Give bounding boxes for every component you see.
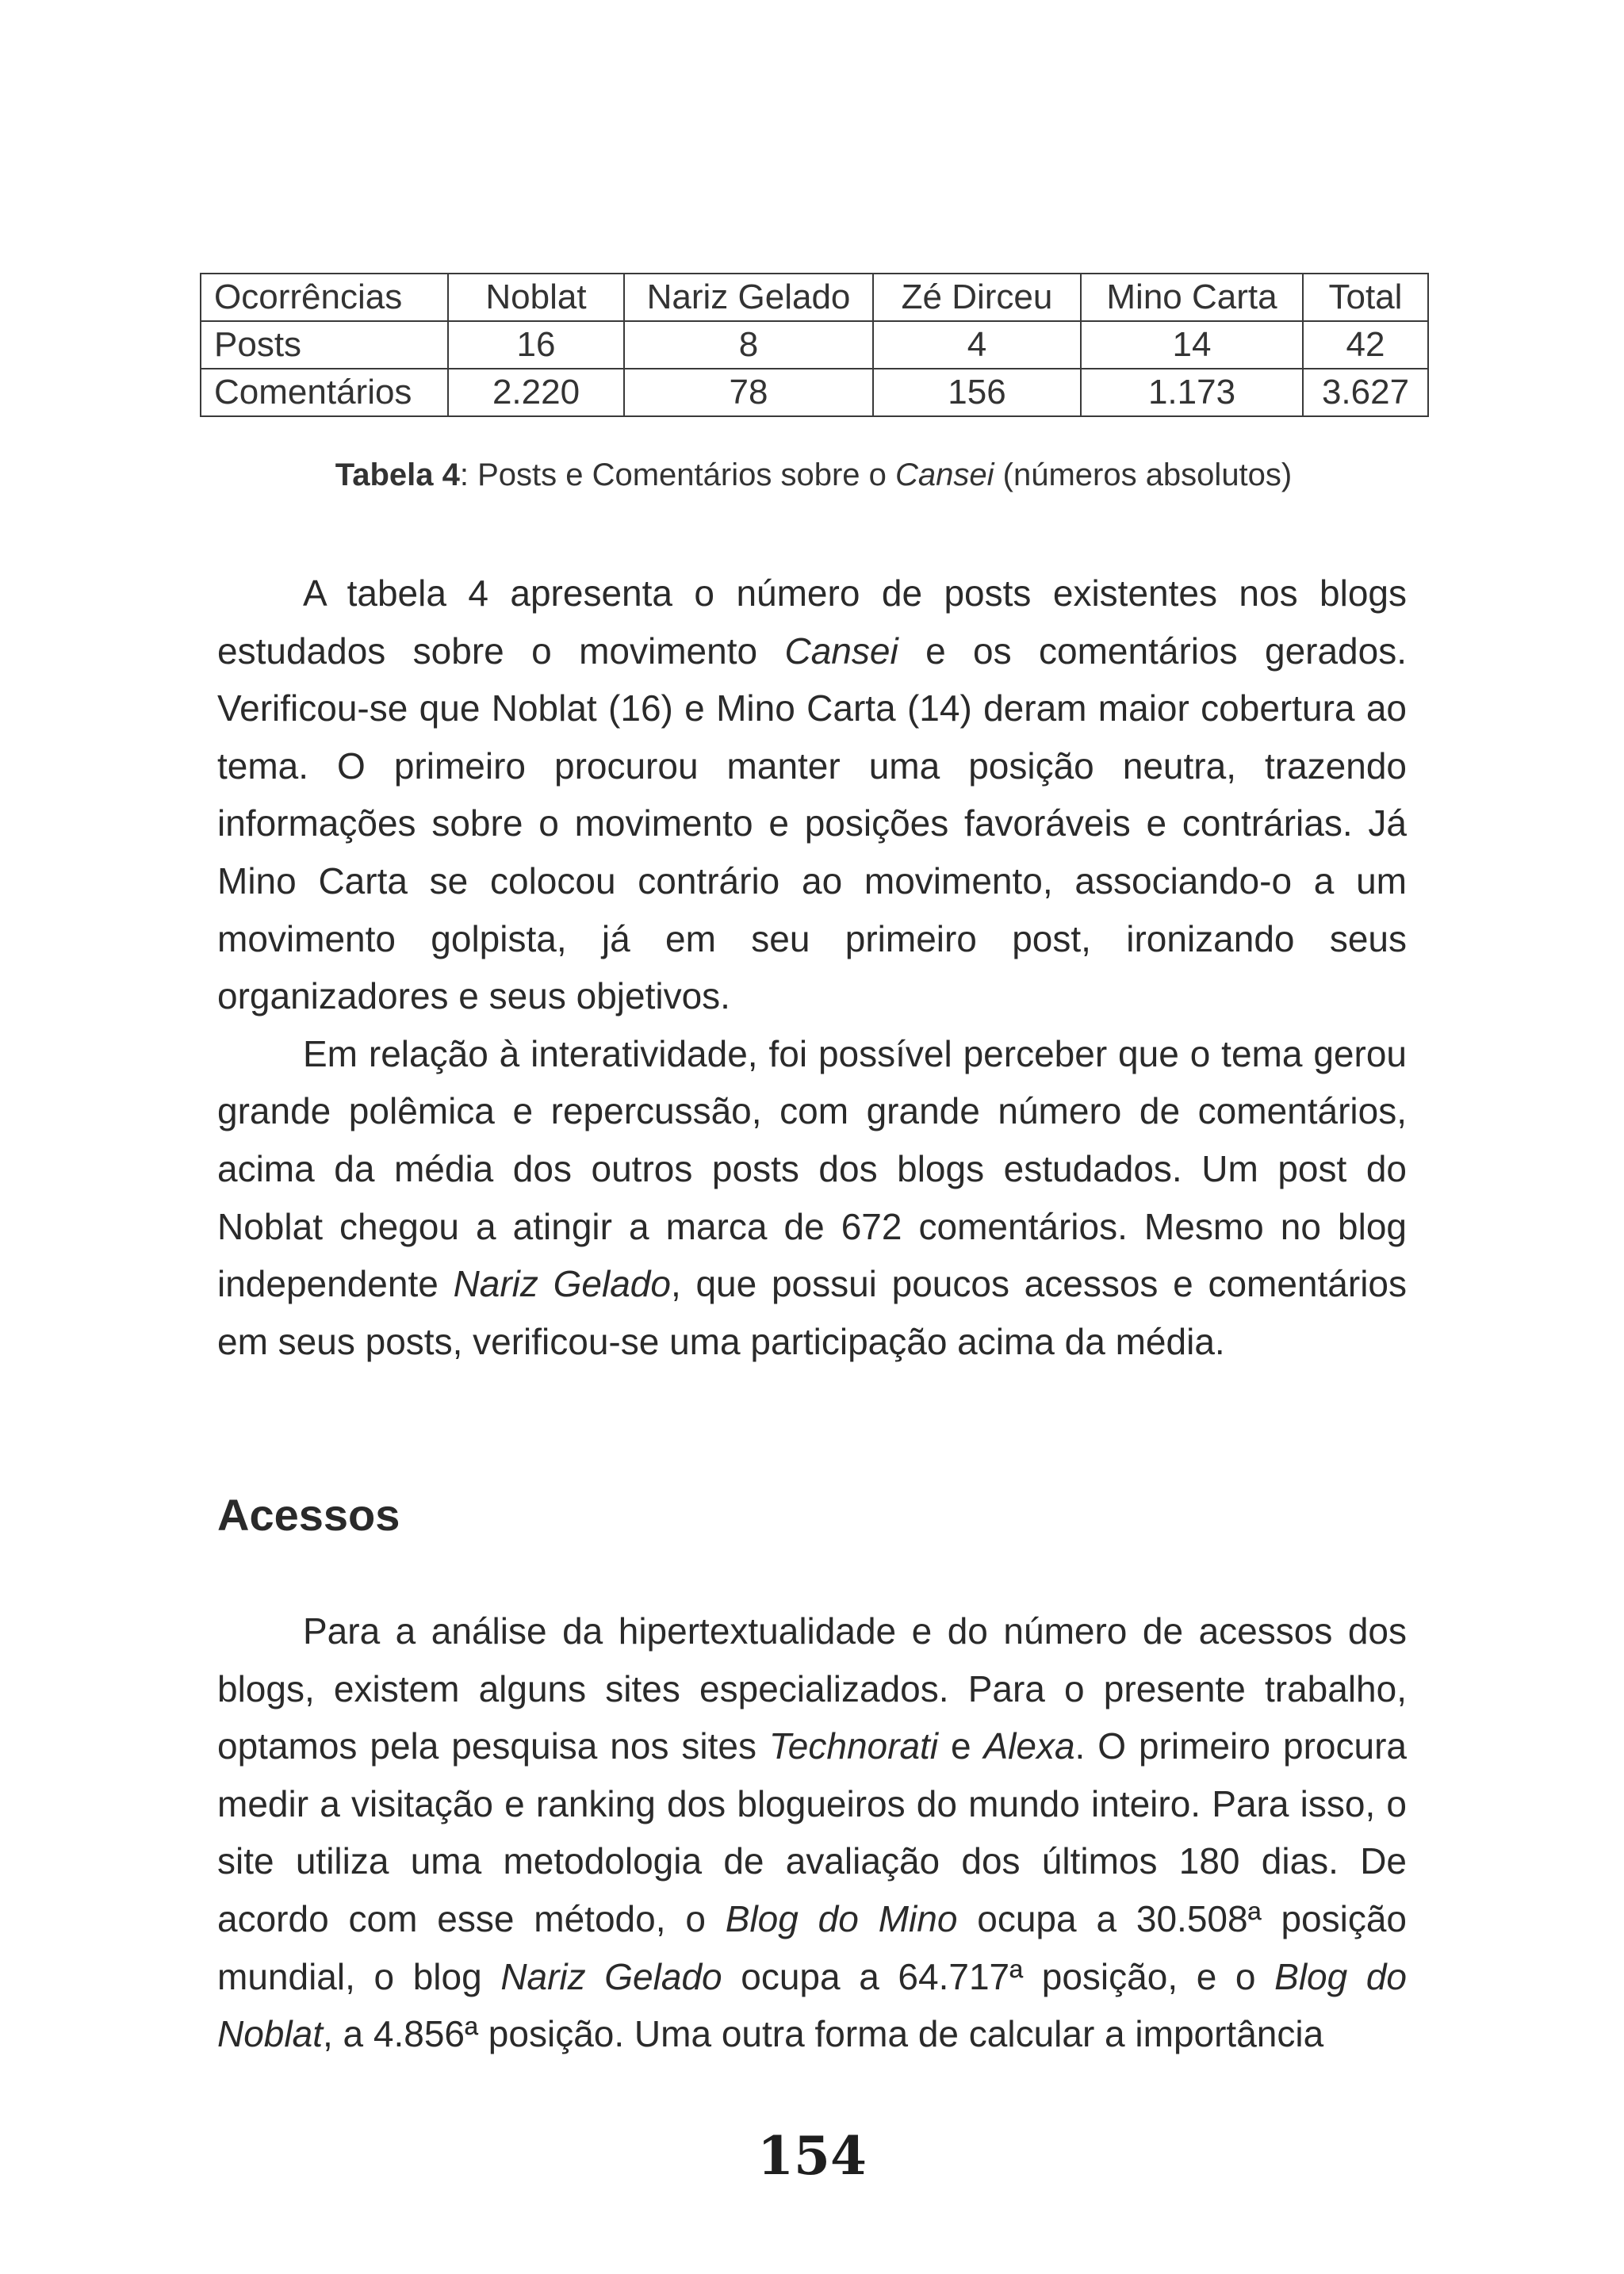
table-header-cell: Noblat [448, 274, 624, 321]
paragraph-italic: Alexa [983, 1725, 1075, 1767]
caption-text: : Posts e Comentários sobre o [459, 457, 895, 492]
paragraph-italic: Nariz Gelado [500, 1955, 722, 1997]
table-header-row [201, 274, 1428, 321]
paragraph-text: Para a análise da hipertextualidade e do número de acessos dos blogs, existem alguns sites especializados. Para o presente trabalho, optamos pela pesquisa nos sites [217, 1610, 1407, 1767]
paragraph-text: , que possui poucos acessos e comentários em seus posts, verificou-se uma participação acima da média. [217, 1263, 1408, 1362]
body-text-block [217, 565, 1407, 1370]
table-cell: 16 [448, 321, 624, 369]
paragraph-italic: Cansei [784, 630, 898, 672]
table-row [201, 321, 1428, 369]
paragraph-italic: Blog do Noblat [217, 1955, 1408, 2055]
paragraph-text: , a 4.856ª posição. Uma outra forma de calcular a importância [322, 2013, 1324, 2055]
paragraph-italic: Blog do Mino [725, 1897, 958, 1939]
table-cell: 42 [1303, 321, 1428, 369]
paragraph-text: ocupa a 30.508ª posição mundial, o blog [217, 1897, 1407, 1997]
paragraph-2 [217, 1025, 1407, 1371]
caption-text-end: (números absolutos) [994, 457, 1293, 492]
table-cell: 156 [873, 369, 1081, 416]
page-number: 154 [757, 2125, 867, 2187]
paragraph-text: e os comentários gerados. Verificou-se que Noblat (16) e Mino Carta (14) deram maior cobertura ao tema. O primeiro procurou manter uma posição neutra, trazendo informações sobre o movimento e posições favoráveis e contrárias. Já Mino Carta se colocou contrário ao movimento, associando-o a um movimento golpista, já em seu primeiro post, ironizando seus organizadores e seus objetivos. [217, 630, 1407, 1017]
table-cell: 2.220 [448, 369, 624, 416]
table-cell: 8 [624, 321, 873, 369]
table-header-cell: Zé Dirceu [873, 274, 1081, 321]
section-heading: Acessos [217, 1490, 400, 1540]
body-text-block [217, 1602, 1407, 2063]
caption-label: Tabela 4 [335, 457, 460, 492]
caption-italic: Cansei [895, 457, 994, 492]
paragraph-italic: Nariz Gelado [453, 1263, 671, 1305]
paragraph-text: e [938, 1725, 984, 1767]
table-header-cell: Nariz Gelado [624, 274, 873, 321]
paragraph-1 [217, 565, 1407, 1025]
table-header-cell: Mino Carta [1081, 274, 1303, 321]
table-cell: 1.173 [1081, 369, 1303, 416]
table-cell: 78 [624, 369, 873, 416]
table-cell: 14 [1081, 321, 1303, 369]
table-row-label: Posts [201, 321, 448, 369]
table-row-label: Comentários [201, 369, 448, 416]
table-cell: 3.627 [1303, 369, 1428, 416]
table-header-cell: Ocorrências [201, 274, 448, 321]
paragraph-text: . O primeiro procura medir a visitação e ranking dos blogueiros do mundo inteiro. Para isso, o site utiliza uma metodologia de avaliação dos últimos 180 dias. De acordo com esse método, o [217, 1725, 1407, 1939]
paragraph-3 [217, 1602, 1407, 2063]
paragraph-text: ocupa a 64.717ª posição, e o [722, 1955, 1275, 1997]
paragraph-text: Em relação à interatividade, foi possível perceber que o tema gerou grande polêmica e repercussão, com grande número de comentários, acima da média dos outros posts dos blogs estudados. Um post do Noblat chegou a atingir a marca de 672 comentários. Mesmo no blog independente [217, 1032, 1407, 1305]
table-header-cell: Total [1303, 274, 1428, 321]
table-caption [200, 457, 1427, 493]
paragraph-text: A tabela 4 apresenta o número de posts existentes nos blogs estudados sobre o movimento [217, 572, 1407, 672]
posts-comments-table [200, 273, 1429, 417]
paragraph-italic: Technorati [768, 1725, 939, 1767]
table-cell: 4 [873, 321, 1081, 369]
table-row [201, 369, 1428, 416]
